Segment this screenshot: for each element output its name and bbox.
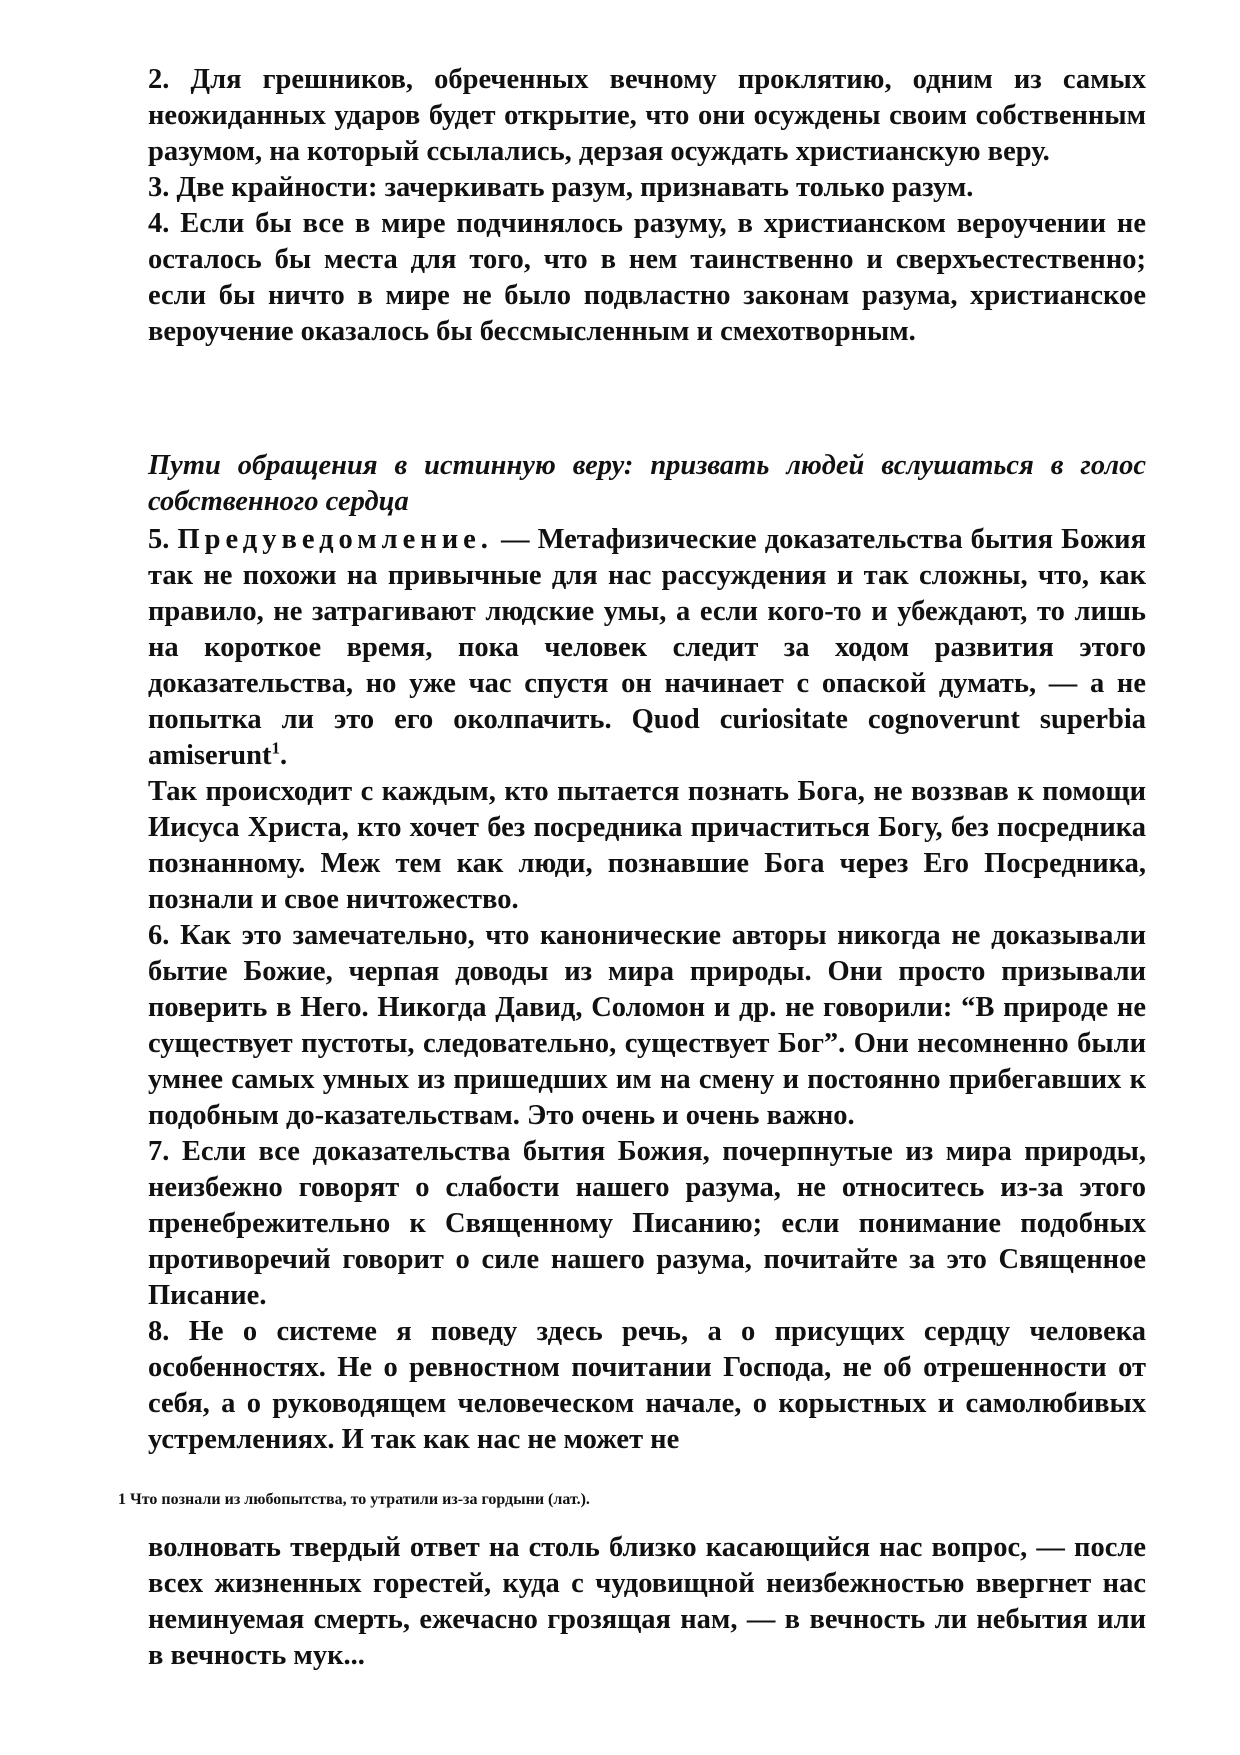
paragraph-text: Как это замечательно, что канонические авторы никогда не доказывали бытие Божие, черпая доводы из мира природы. Они просто призывали поверить в Него. Никогда Давид, Соломон и др. не говорили: “В природе не существует пустоты, следовательно, существует Бог”. Они несомненно были умнее самых умных из пришедших им на смену и постоянно прибегавших к подобным до-казательствам. Это очень и очень важно.	[148, 920, 1146, 1131]
footnote: 1 Что познали из любопытства, то утратили из-за гордыни (лат.).	[118, 1491, 590, 1508]
paragraph-number: 4.	[148, 208, 170, 239]
main-paragraphs	[148, 522, 1146, 1458]
paragraph-number: 6.	[148, 920, 170, 951]
top-paragraphs	[148, 62, 1146, 350]
paragraph-4	[148, 206, 1146, 350]
paragraph-8	[148, 1314, 1146, 1458]
paragraph-5	[148, 522, 1146, 774]
paragraph-6	[148, 918, 1146, 1134]
paragraph-3	[148, 170, 1146, 206]
paragraph-text: Две крайности: зачеркивать разум, признавать только разум.	[176, 172, 974, 203]
continuation-paragraph: волновать твердый ответ на столь близко касающийся нас вопрос, — после всех жизненных горестей, куда с чудовищной неизбежностью ввергнет нас неминуемая смерть, ежечасно грозящая нам, — в вечность ли небытия или в вечность мук...	[148, 1532, 1146, 1671]
paragraph-text: Если все доказательства бытия Божия, почерпнутые из мира природы, неизбежно говорят о слабости нашего разума, не относитесь из-за этого пренебрежительно к Священному Писанию; если понимание подобных противоречий говорит о силе нашего разума, почитайте за это Священное Писание.	[148, 1136, 1146, 1311]
paragraph-number: 2.	[148, 64, 170, 95]
paragraph-text: Если бы все в мире подчинялось разуму, в христианском вероучении не осталось бы места для того, что в нем таинственно и сверхъестественно; если бы ничто в мире не было подвластно законам разума, христианское вероучение оказалось бы бессмысленным и смехотворным.	[148, 208, 1146, 347]
latin-end: .	[280, 740, 288, 771]
paragraph-7	[148, 1134, 1146, 1314]
footnote-ref[interactable]: 1	[271, 738, 280, 758]
paragraph-text: Для грешников, обреченных вечному проклятию, одним из самых неожиданных ударов будет открытие, что они осуждены своим собственным разумом, на который ссылались, дерзая осуждать христианскую веру.	[148, 64, 1147, 167]
paragraph-number: 7.	[148, 1136, 170, 1167]
paragraph-number: 5.	[148, 524, 170, 555]
paragraph-text: Не о системе я поведу здесь речь, а о присущих сердцу человека особенностях. Не о ревностном почитании Господа, не об отрешенности от себя, а о руководящем человеческом начале, о корыстных и самолюбивых устремлениях. И так как нас не может не	[148, 1316, 1146, 1455]
paragraph-term: Предуведомление.	[177, 524, 493, 555]
paragraph-number: 8.	[148, 1316, 170, 1347]
paragraph-number: 3.	[148, 172, 170, 203]
latin-quote: Quod curiositate cognoverunt superbia amiserunt	[148, 704, 1146, 771]
paragraph-2	[148, 62, 1146, 170]
paragraph-text: — Метафизические доказательства бытия Божия так не похожи на привычные для нас рассуждения и так сложны, что, как правило, не затрагивают людские умы, а если кого-то и убеждают, то лишь на короткое время, пока человек следит за ходом развития этого доказательства, но уже час спустя он начинает с опаской думать, — а не попытка ли это его околпачить.	[148, 524, 1147, 735]
section-heading: Пути обращения в истинную веру: призвать людей вслушаться в голос собственного сердца	[148, 450, 1146, 517]
paragraph-5-continuation: Так происходит с каждым, кто пытается познать Бога, не воззвав к помощи Иисуса Христа, кто хочет без посредника причаститься Богу, без посредника познанному. Меж тем как люди, познавшие Бога через Его Посредника, познали и свое ничтожество.	[148, 776, 1146, 915]
